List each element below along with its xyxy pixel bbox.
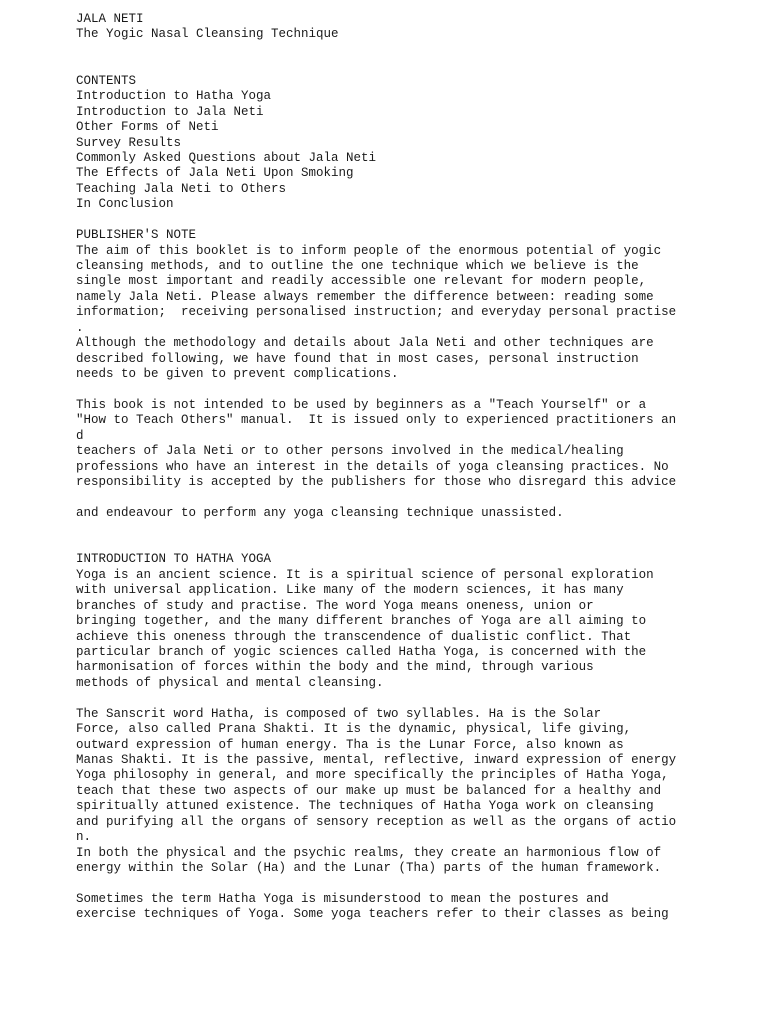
text-line: Sometimes the term Hatha Yoga is misunderstood to mean the postures and (76, 891, 609, 906)
text-line: outward expression of human energy. Tha is the Lunar Force, also known as (76, 737, 624, 752)
text-line: Commonly Asked Questions about Jala Neti (76, 150, 377, 165)
text-line: professions who have an interest in the details of yoga cleansing practices. No (76, 459, 669, 474)
text-line: harmonisation of forces within the body and the mind, through various (76, 660, 594, 675)
blank-line (76, 213, 756, 228)
text-line: Yoga philosophy in general, and more specifically the principles of Hatha Yoga, (76, 768, 669, 783)
text-line: d (76, 428, 84, 443)
blank-line (76, 383, 756, 398)
text-line: methods of physical and mental cleansing. (76, 675, 384, 690)
text-line: teachers of Jala Neti or to other persons involved in the medical/healing (76, 444, 624, 459)
blank-line (76, 58, 756, 73)
text-line: n. (76, 830, 92, 845)
text-line: energy within the Solar (Ha) and the Lunar (Tha) parts of the human framework. (76, 861, 662, 876)
text-line: with universal application. Like many of the modern sciences, it has many (76, 583, 624, 598)
text-line: . (76, 320, 84, 335)
text-line: Other Forms of Neti (76, 120, 219, 135)
blank-line (76, 521, 756, 536)
text-line: information; receiving personalised instruction; and everyday personal practise (76, 305, 677, 320)
text-line: Teaching Jala Neti to Others (76, 181, 287, 196)
text-line: responsibility is accepted by the publishers for those who disregard this advice (76, 475, 677, 490)
blank-line (76, 877, 756, 892)
blank-line (76, 691, 756, 706)
text-line: branches of study and practise. The word Yoga means oneness, union or (76, 598, 594, 613)
text-line: The Sanscrit word Hatha, is composed of two syllables. Ha is the Solar (76, 706, 602, 721)
text-line: JALA NETI (76, 12, 144, 26)
text-line: Although the methodology and details about Jala Neti and other techniques are (76, 336, 654, 351)
blank-line (76, 537, 756, 552)
text-line: "How to Teach Others" manual. It is issued only to experienced practitioners an (76, 413, 677, 428)
text-line: Introduction to Hatha Yoga (76, 89, 272, 104)
text-line: Force, also called Prana Shakti. It is the dynamic, physical, life giving, (76, 722, 632, 737)
text-line: Survey Results (76, 135, 182, 150)
text-line: exercise techniques of Yoga. Some yoga teachers refer to their classes as being (76, 907, 669, 922)
text-line: achieve this oneness through the transcendence of dualistic conflict. That (76, 629, 632, 644)
text-line: single most important and readily accessible one relevant for modern people, (76, 274, 647, 289)
text-line: spiritually attuned existence. The techniques of Hatha Yoga work on cleansing (76, 799, 654, 814)
text-line: teach that these two aspects of our make up must be balanced for a healthy and (76, 783, 662, 798)
text-line: bringing together, and the many different branches of Yoga are all aiming to (76, 614, 647, 629)
text-line: and purifying all the organs of sensory reception as well as the organs of actio (76, 814, 677, 829)
text-line: PUBLISHER'S NOTE (76, 228, 197, 243)
text-line: described following, we have found that in most cases, personal instruction (76, 351, 639, 366)
blank-line (76, 43, 756, 58)
text-line: In Conclusion (76, 197, 174, 212)
text-line: particular branch of yogic sciences called Hatha Yoga, is concerned with the (76, 644, 647, 659)
text-line: namely Jala Neti. Please always remember the difference between: reading some (76, 289, 654, 304)
text-line: needs to be given to prevent complications. (76, 367, 399, 382)
text-line: Manas Shakti. It is the passive, mental, reflective, inward expression of energy (76, 753, 677, 767)
blank-line (76, 491, 756, 506)
text-line: In both the physical and the psychic realms, they create an harmonious flow of (76, 845, 662, 860)
text-line: This book is not intended to be used by beginners as a "Teach Yourself" or a (76, 397, 647, 412)
text-line: cleansing methods, and to outline the one technique which we believe is the (76, 259, 639, 273)
text-line: Introduction to Jala Neti (76, 104, 264, 119)
text-line: The aim of this booklet is to inform people of the enormous potential of yogic (76, 243, 662, 258)
text-line: The Yogic Nasal Cleansing Technique (76, 27, 339, 42)
text-line: INTRODUCTION TO HATHA YOGA (76, 552, 272, 567)
text-line: CONTENTS (76, 73, 137, 88)
document-page (76, 12, 756, 923)
text-line: Yoga is an ancient science. It is a spiritual science of personal exploration (76, 567, 654, 582)
text-line: and endeavour to perform any yoga cleansing technique unassisted. (76, 506, 564, 520)
text-line: The Effects of Jala Neti Upon Smoking (76, 166, 354, 181)
